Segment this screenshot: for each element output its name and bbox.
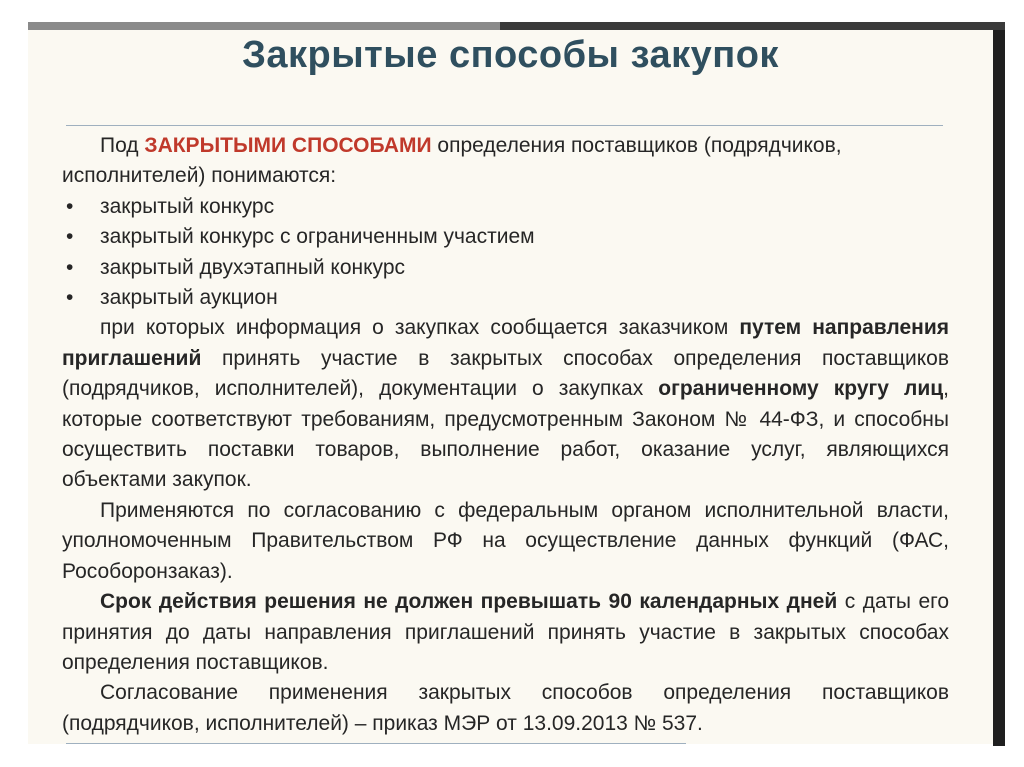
bullet-icon: • (66, 255, 74, 279)
methods-list (62, 192, 949, 314)
term-paragraph: Срок действия решения не должен превышать 90 календарных дней с даты его принятия до даты направления приглашений принять участие в закрытых способах определения поставщиков. (62, 590, 950, 674)
definition-paragraph: при которых информация о закупках сообщается заказчиком путем направления приглашений принять участие в закрытых способах определения поставщиков (подрядчиков, исполнителей), документации о закупках ограниченному кругу лиц, которые соответствуют требованиям, предусмотренным Законом № 44-ФЗ, и способны осуществить поставки товаров, выполнение работ, оказание услуг, являющихся объектами закупок. (62, 316, 950, 492)
intro-paragraph (62, 131, 949, 192)
slide-title: Закрытые способы закупок (242, 34, 779, 76)
list-item: • закрытый двухэтапный конкурс (62, 253, 949, 283)
slide (28, 30, 993, 744)
bullet-icon: • (66, 225, 74, 249)
approval-paragraph: Применяются по согласованию с федеральным органом исполнительной власти, уполномоченным Правительством РФ на осуществление данных функций (ФАС, Рособоронзаказ). (62, 498, 949, 583)
list-item: • закрытый конкурс (62, 192, 949, 222)
order-paragraph: Согласование применения закрытых способов определения поставщиков (подрядчиков, исполнителей) – приказ МЭР от 13.09.2013 № 537. (62, 681, 949, 735)
slide-top-border-dark (500, 22, 1005, 30)
intro-highlight: ЗАКРЫТЫМИ СПОСОБАМИ (144, 134, 432, 157)
bullet-icon: • (66, 194, 74, 218)
intro-lead: Под (100, 134, 139, 157)
bullet-icon: • (66, 286, 74, 310)
top-divider (66, 125, 943, 126)
bottom-divider (66, 743, 686, 744)
emphasis-invitations: путем направления приглашений (62, 316, 950, 370)
intro-rest: определения поставщиков (подрядчиков, исполнителей) понимаются: (62, 134, 842, 188)
slide-content (62, 131, 949, 739)
slide-right-shadow (993, 30, 1005, 746)
term-emphasis: Срок действия решения не должен превышать 90 календарных дней (100, 590, 838, 614)
emphasis-limited-circle: ограниченному кругу лиц (658, 377, 944, 401)
list-item: • закрытый аукцион (62, 283, 949, 313)
list-item: • закрытый конкурс с ограниченным участием (62, 222, 949, 252)
slide-top-border-light (28, 22, 500, 30)
